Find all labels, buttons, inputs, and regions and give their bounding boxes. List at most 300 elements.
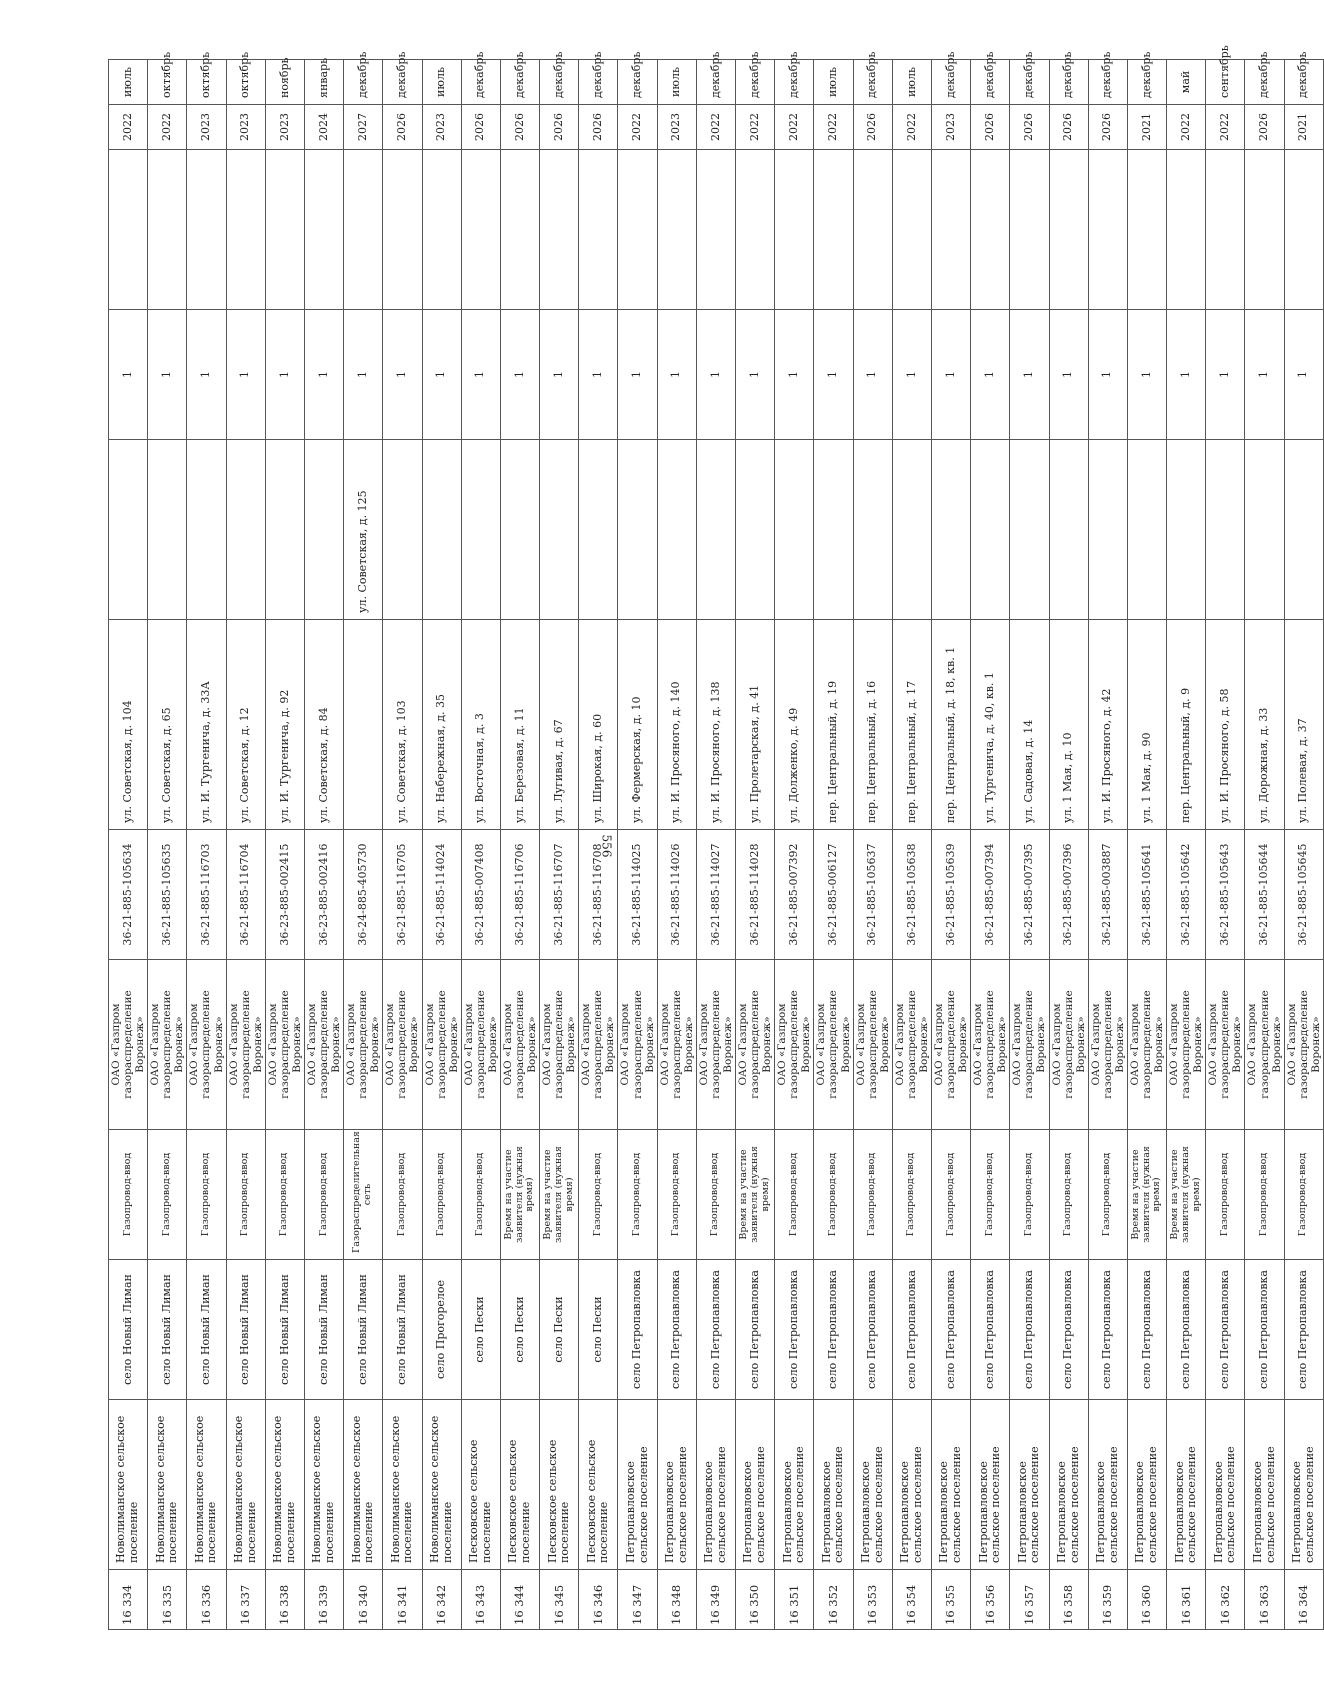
- settlement-cell: Новолиманское сельское поселение: [109, 1400, 148, 1570]
- address-cell: ул. Долженко, д. 49: [775, 620, 814, 830]
- settlement-cell: Петропавловское сельское поселение: [1010, 1400, 1049, 1570]
- object-code-cell: 36-24-885-405730: [344, 830, 383, 960]
- year-cell: 2026: [1088, 105, 1127, 150]
- month-cell: декабрь: [540, 60, 579, 105]
- quantity-cell: 1: [383, 310, 422, 440]
- table-row: [109, 60, 148, 1630]
- owner-cell: ОАО «Газпром газораспределение Воронеж»: [1245, 960, 1284, 1130]
- object-type-cell: Газопровод-ввод: [618, 1130, 657, 1260]
- locality-cell: село Петропавловка: [1127, 1260, 1166, 1400]
- table-row: [1284, 60, 1323, 1630]
- month-cell: октябрь: [187, 60, 226, 105]
- object-code-cell: 36-21-885-105643: [1206, 830, 1245, 960]
- month-cell: январь: [304, 60, 343, 105]
- locality-cell: село Новый Лиман: [383, 1260, 422, 1400]
- month-cell: декабрь: [383, 60, 422, 105]
- gas-connection-table: [108, 45, 1324, 1630]
- object-code-cell: 36-21-885-105642: [1167, 830, 1206, 960]
- locality-cell: село Пески: [461, 1260, 500, 1400]
- address-cell: ул. И. Просяного, д. 58: [1206, 620, 1245, 830]
- blank-cell: [304, 150, 343, 310]
- owner-cell: ОАО «Газпром газораспределение Воронеж»: [383, 960, 422, 1130]
- address-extra-cell: [853, 440, 892, 620]
- address-cell: ул. Полевая, д. 37: [1284, 620, 1323, 830]
- table-row: [540, 60, 579, 1630]
- settlement-cell: Новолиманское сельское поселение: [226, 1400, 265, 1570]
- owner-cell: ОАО «Газпром газораспределение Воронеж»: [892, 960, 931, 1130]
- address-extra-cell: [109, 440, 148, 620]
- blank-cell: [853, 150, 892, 310]
- owner-cell: ОАО «Газпром газораспределение Воронеж»: [579, 960, 618, 1130]
- address-extra-cell: [187, 440, 226, 620]
- address-extra-cell: [226, 440, 265, 620]
- locality-cell: село Петропавловка: [1167, 1260, 1206, 1400]
- month-cell: ноябрь: [265, 60, 304, 105]
- object-code-cell: 36-21-885-007396: [1049, 830, 1088, 960]
- blank-cell: [265, 150, 304, 310]
- address-extra-cell: [814, 440, 853, 620]
- address-cell: ул. Тургенича, д. 40, кв. 1: [971, 620, 1010, 830]
- month-cell: декабрь: [736, 60, 775, 105]
- year-cell: 2022: [618, 105, 657, 150]
- quantity-cell: 1: [500, 310, 539, 440]
- year-cell: 2021: [1127, 105, 1166, 150]
- month-cell: декабрь: [1088, 60, 1127, 105]
- row-number-cell: 16 343: [461, 1570, 500, 1630]
- address-extra-cell: [1206, 440, 1245, 620]
- quantity-cell: 1: [657, 310, 696, 440]
- year-cell: 2022: [892, 105, 931, 150]
- object-code-cell: 36-21-885-003887: [1088, 830, 1127, 960]
- blank-cell: [461, 150, 500, 310]
- month-cell: декабрь: [579, 60, 618, 105]
- locality-cell: село Новый Лиман: [109, 1260, 148, 1400]
- quantity-cell: 1: [1284, 310, 1323, 440]
- address-cell: ул. Восточная, д. 3: [461, 620, 500, 830]
- object-code-cell: 36-21-885-116703: [187, 830, 226, 960]
- address-cell: пер. Центральный, д. 19: [814, 620, 853, 830]
- address-extra-cell: [383, 440, 422, 620]
- quantity-cell: 1: [422, 310, 461, 440]
- address-extra-cell: [461, 440, 500, 620]
- owner-cell: ОАО «Газпром газораспределение Воронеж»: [814, 960, 853, 1130]
- object-code-cell: 36-21-885-105638: [892, 830, 931, 960]
- owner-cell: ОАО «Газпром газораспределение Воронеж»: [1167, 960, 1206, 1130]
- address-cell: [344, 620, 383, 830]
- quantity-cell: 1: [579, 310, 618, 440]
- row-number-cell: 16 350: [736, 1570, 775, 1630]
- address-cell: ул. Фермерская, д. 10: [618, 620, 657, 830]
- address-extra-cell: ул. Советская, д. 125: [344, 440, 383, 620]
- locality-cell: село Петропавловка: [775, 1260, 814, 1400]
- object-type-cell: Время на участие заявителя (нужная время): [540, 1130, 579, 1260]
- locality-cell: село Новый Лиман: [265, 1260, 304, 1400]
- object-type-cell: Газопровод-ввод: [226, 1130, 265, 1260]
- owner-cell: ОАО «Газпром газораспределение Воронеж»: [1206, 960, 1245, 1130]
- address-cell: ул. Березовая, д. 11: [500, 620, 539, 830]
- address-cell: ул. Советская, д. 103: [383, 620, 422, 830]
- address-cell: ул. Советская, д. 65: [148, 620, 187, 830]
- month-cell: июль: [422, 60, 461, 105]
- address-extra-cell: [304, 440, 343, 620]
- quantity-cell: 1: [892, 310, 931, 440]
- blank-cell: [1167, 150, 1206, 310]
- settlement-cell: Петропавловское сельское поселение: [814, 1400, 853, 1570]
- owner-cell: ОАО «Газпром газораспределение Воронеж»: [853, 960, 892, 1130]
- object-type-cell: Газопровод-ввод: [931, 1130, 970, 1260]
- table-row: [657, 60, 696, 1630]
- table-row: [265, 60, 304, 1630]
- address-cell: ул. Советская, д. 104: [109, 620, 148, 830]
- settlement-cell: Петропавловское сельское поселение: [853, 1400, 892, 1570]
- object-code-cell: 36-21-885-105634: [109, 830, 148, 960]
- object-type-cell: Газопровод-ввод: [422, 1130, 461, 1260]
- quantity-cell: 1: [775, 310, 814, 440]
- object-code-cell: 36-21-885-006127: [814, 830, 853, 960]
- month-cell: декабрь: [1127, 60, 1166, 105]
- row-number-cell: 16 362: [1206, 1570, 1245, 1630]
- owner-cell: ОАО «Газпром газораспределение Воронеж»: [696, 960, 735, 1130]
- settlement-cell: Новолиманское сельское поселение: [187, 1400, 226, 1570]
- quantity-cell: 1: [814, 310, 853, 440]
- year-cell: 2026: [461, 105, 500, 150]
- table-row: [1088, 60, 1127, 1630]
- quantity-cell: 1: [344, 310, 383, 440]
- quantity-cell: 1: [226, 310, 265, 440]
- address-extra-cell: [1127, 440, 1166, 620]
- year-cell: 2027: [344, 105, 383, 150]
- blank-cell: [148, 150, 187, 310]
- table-row: [736, 60, 775, 1630]
- locality-cell: село Петропавловка: [1245, 1260, 1284, 1400]
- address-cell: ул. И. Тургенича, д. 33А: [187, 620, 226, 830]
- owner-cell: ОАО «Газпром газораспределение Воронеж»: [1088, 960, 1127, 1130]
- owner-cell: ОАО «Газпром газораспределение Воронеж»: [1049, 960, 1088, 1130]
- address-extra-cell: [148, 440, 187, 620]
- settlement-cell: Петропавловское сельское поселение: [696, 1400, 735, 1570]
- table-row: [461, 60, 500, 1630]
- blank-cell: [814, 150, 853, 310]
- table-body: [109, 45, 1324, 1630]
- blank-cell: [1088, 150, 1127, 310]
- settlement-cell: Петропавловское сельское поселение: [657, 1400, 696, 1570]
- locality-cell: село Петропавловка: [1284, 1260, 1323, 1400]
- year-cell: 2026: [1010, 105, 1049, 150]
- table-row: [344, 60, 383, 1630]
- settlement-cell: Песковское сельское поселение: [579, 1400, 618, 1570]
- row-number-cell: 16 344: [500, 1570, 539, 1630]
- locality-cell: село Новый Лиман: [187, 1260, 226, 1400]
- row-number-cell: 16 357: [1010, 1570, 1049, 1630]
- settlement-cell: Петропавловское сельское поселение: [892, 1400, 931, 1570]
- object-type-cell: Газопровод-ввод: [148, 1130, 187, 1260]
- quantity-cell: 1: [1245, 310, 1284, 440]
- object-code-cell: 36-23-885-002415: [265, 830, 304, 960]
- year-cell: 2022: [109, 105, 148, 150]
- blank-cell: [892, 150, 931, 310]
- year-cell: 2026: [500, 105, 539, 150]
- address-extra-cell: [265, 440, 304, 620]
- table-row: [892, 60, 931, 1630]
- row-number-cell: 16 359: [1088, 1570, 1127, 1630]
- locality-cell: село Петропавловка: [618, 1260, 657, 1400]
- month-cell: декабрь: [1284, 60, 1323, 105]
- owner-cell: ОАО «Газпром газораспределение Воронеж»: [265, 960, 304, 1130]
- settlement-cell: Петропавловское сельское поселение: [1284, 1400, 1323, 1570]
- locality-cell: село Прогорелое: [422, 1260, 461, 1400]
- blank-cell: [1245, 150, 1284, 310]
- object-type-cell: Газопровод-ввод: [971, 1130, 1010, 1260]
- quantity-cell: 1: [1010, 310, 1049, 440]
- year-cell: 2022: [1206, 105, 1245, 150]
- blank-cell: [1206, 150, 1245, 310]
- object-code-cell: 36-21-885-114025: [618, 830, 657, 960]
- locality-cell: село Петропавловка: [1088, 1260, 1127, 1400]
- owner-cell: ОАО «Газпром газораспределение Воронеж»: [226, 960, 265, 1130]
- page-number-text: 556: [599, 834, 613, 858]
- month-cell: декабрь: [775, 60, 814, 105]
- month-cell: декабрь: [1010, 60, 1049, 105]
- object-code-cell: 36-21-885-116705: [383, 830, 422, 960]
- blank-cell: [579, 150, 618, 310]
- year-cell: 2022: [148, 105, 187, 150]
- month-cell: сентябрь: [1206, 60, 1245, 105]
- address-cell: пер. Центральный, д. 18, кв. 1: [931, 620, 970, 830]
- object-type-cell: Газопровод-ввод: [1088, 1130, 1127, 1260]
- year-cell: 2026: [540, 105, 579, 150]
- quantity-cell: 1: [109, 310, 148, 440]
- address-extra-cell: [540, 440, 579, 620]
- year-cell: 2026: [971, 105, 1010, 150]
- object-type-cell: Газопровод-ввод: [461, 1130, 500, 1260]
- object-type-cell: Газопровод-ввод: [775, 1130, 814, 1260]
- rotated-page-content: [108, 45, 1322, 1630]
- object-code-cell: 36-21-885-007392: [775, 830, 814, 960]
- object-type-cell: Газопровод-ввод: [1010, 1130, 1049, 1260]
- quantity-cell: 1: [853, 310, 892, 440]
- address-cell: ул. И. Тургенича, д. 92: [265, 620, 304, 830]
- settlement-cell: Петропавловское сельское поселение: [1167, 1400, 1206, 1570]
- month-cell: декабрь: [500, 60, 539, 105]
- owner-cell: ОАО «Газпром газораспределение Воронеж»: [1127, 960, 1166, 1130]
- address-extra-cell: [422, 440, 461, 620]
- settlement-cell: Петропавловское сельское поселение: [1206, 1400, 1245, 1570]
- address-cell: ул. Садовая, д. 14: [1010, 620, 1049, 830]
- locality-cell: село Новый Лиман: [344, 1260, 383, 1400]
- year-cell: 2024: [304, 105, 343, 150]
- month-cell: декабрь: [853, 60, 892, 105]
- year-cell: 2022: [775, 105, 814, 150]
- address-extra-cell: [1088, 440, 1127, 620]
- settlement-cell: Новолиманское сельское поселение: [265, 1400, 304, 1570]
- year-cell: 2026: [1245, 105, 1284, 150]
- object-type-cell: Газопровод-ввод: [1049, 1130, 1088, 1260]
- row-number-cell: 16 339: [304, 1570, 343, 1630]
- locality-cell: село Пески: [540, 1260, 579, 1400]
- settlement-cell: Петропавловское сельское поселение: [1088, 1400, 1127, 1570]
- quantity-cell: 1: [1127, 310, 1166, 440]
- address-cell: ул. Дорожная, д. 33: [1245, 620, 1284, 830]
- table-row: [1127, 60, 1166, 1630]
- quantity-cell: 1: [696, 310, 735, 440]
- owner-cell: ОАО «Газпром газораспределение Воронеж»: [304, 960, 343, 1130]
- address-extra-cell: [1010, 440, 1049, 620]
- address-extra-cell: [1049, 440, 1088, 620]
- object-type-cell: Газопровод-ввод: [657, 1130, 696, 1260]
- object-type-cell: Газопровод-ввод: [1206, 1130, 1245, 1260]
- table-row: [187, 60, 226, 1630]
- quantity-cell: 1: [1049, 310, 1088, 440]
- settlement-cell: Новолиманское сельское поселение: [304, 1400, 343, 1570]
- settlement-cell: Петропавловское сельское поселение: [618, 1400, 657, 1570]
- address-extra-cell: [892, 440, 931, 620]
- row-number-cell: 16 349: [696, 1570, 735, 1630]
- blank-cell: [109, 150, 148, 310]
- year-cell: 2026: [1049, 105, 1088, 150]
- table-row: [814, 60, 853, 1630]
- owner-cell: ОАО «Газпром газораспределение Воронеж»: [931, 960, 970, 1130]
- address-cell: ул. 1 Мая, д. 10: [1049, 620, 1088, 830]
- object-type-cell: Газопровод-ввод: [696, 1130, 735, 1260]
- settlement-cell: Песковское сельское поселение: [500, 1400, 539, 1570]
- settlement-cell: Песковское сельское поселение: [540, 1400, 579, 1570]
- owner-cell: ОАО «Газпром газораспределение Воронеж»: [540, 960, 579, 1130]
- quantity-cell: 1: [1206, 310, 1245, 440]
- blank-cell: [187, 150, 226, 310]
- table-row: [148, 60, 187, 1630]
- row-number-cell: 16 341: [383, 1570, 422, 1630]
- table-row: [853, 60, 892, 1630]
- object-code-cell: 36-21-885-114027: [696, 830, 735, 960]
- settlement-cell: Новолиманское сельское поселение: [344, 1400, 383, 1570]
- locality-cell: село Петропавловка: [1206, 1260, 1245, 1400]
- address-cell: ул. Широкая, д. 60: [579, 620, 618, 830]
- table-row: [1206, 60, 1245, 1630]
- month-cell: июль: [109, 60, 148, 105]
- table-row: [931, 60, 970, 1630]
- month-cell: октябрь: [148, 60, 187, 105]
- object-code-cell: 36-21-885-105635: [148, 830, 187, 960]
- object-type-cell: Газопровод-ввод: [1284, 1130, 1323, 1260]
- address-extra-cell: [1245, 440, 1284, 620]
- row-number-cell: 16 348: [657, 1570, 696, 1630]
- object-code-cell: 36-21-885-114024: [422, 830, 461, 960]
- locality-cell: село Петропавловка: [971, 1260, 1010, 1400]
- object-code-cell: 36-21-885-007408: [461, 830, 500, 960]
- address-cell: пер. Центральный, д. 16: [853, 620, 892, 830]
- year-cell: 2023: [187, 105, 226, 150]
- object-type-cell: Газопровод-ввод: [814, 1130, 853, 1260]
- locality-cell: село Петропавловка: [931, 1260, 970, 1400]
- table-row: [422, 60, 461, 1630]
- settlement-cell: Новолиманское сельское поселение: [422, 1400, 461, 1570]
- month-cell: июль: [892, 60, 931, 105]
- year-cell: 2022: [1167, 105, 1206, 150]
- blank-cell: [931, 150, 970, 310]
- owner-cell: ОАО «Газпром газораспределение Воронеж»: [775, 960, 814, 1130]
- month-cell: декабрь: [931, 60, 970, 105]
- object-type-cell: Время на участие заявителя (нужная время): [736, 1130, 775, 1260]
- month-cell: май: [1167, 60, 1206, 105]
- object-type-cell: Время на участие заявителя (нужная время): [1127, 1130, 1166, 1260]
- month-cell: июль: [814, 60, 853, 105]
- month-cell: декабрь: [1245, 60, 1284, 105]
- row-number-cell: 16 342: [422, 1570, 461, 1630]
- table-row: [618, 60, 657, 1630]
- settlement-cell: Новолиманское сельское поселение: [383, 1400, 422, 1570]
- address-cell: ул. Лугивая, д. 67: [540, 620, 579, 830]
- year-cell: 2026: [853, 105, 892, 150]
- month-cell: декабрь: [971, 60, 1010, 105]
- locality-cell: село Новый Лиман: [226, 1260, 265, 1400]
- quantity-cell: 1: [148, 310, 187, 440]
- object-code-cell: 36-21-885-105644: [1245, 830, 1284, 960]
- locality-cell: село Петропавловка: [814, 1260, 853, 1400]
- address-cell: ул. И. Просяного, д. 42: [1088, 620, 1127, 830]
- table-row: [1167, 60, 1206, 1630]
- address-extra-cell: [736, 440, 775, 620]
- owner-cell: ОАО «Газпром газораспределение Воронеж»: [971, 960, 1010, 1130]
- owner-cell: ОАО «Газпром газораспределение Воронеж»: [422, 960, 461, 1130]
- address-extra-cell: [696, 440, 735, 620]
- locality-cell: село Петропавловка: [657, 1260, 696, 1400]
- object-code-cell: 36-21-885-007395: [1010, 830, 1049, 960]
- address-extra-cell: [1167, 440, 1206, 620]
- owner-cell: ОАО «Газпром газораспределение Воронеж»: [1284, 960, 1323, 1130]
- locality-cell: село Новый Лиман: [304, 1260, 343, 1400]
- object-code-cell: 36-21-885-116706: [500, 830, 539, 960]
- blank-cell: [1284, 150, 1323, 310]
- settlement-cell: Петропавловское сельское поселение: [1049, 1400, 1088, 1570]
- address-cell: ул. Набережная, д. 35: [422, 620, 461, 830]
- blank-cell: [226, 150, 265, 310]
- quantity-cell: 1: [304, 310, 343, 440]
- address-extra-cell: [1284, 440, 1323, 620]
- year-cell: 2023: [931, 105, 970, 150]
- locality-cell: село Петропавловка: [696, 1260, 735, 1400]
- address-cell: пер. Центральный, д. 17: [892, 620, 931, 830]
- quantity-cell: 1: [265, 310, 304, 440]
- table-row: [304, 60, 343, 1630]
- year-cell: 2023: [422, 105, 461, 150]
- object-code-cell: 36-21-885-116707: [540, 830, 579, 960]
- address-extra-cell: [971, 440, 1010, 620]
- locality-cell: село Новый Лиман: [148, 1260, 187, 1400]
- address-extra-cell: [931, 440, 970, 620]
- owner-cell: ОАО «Газпром газораспределение Воронеж»: [736, 960, 775, 1130]
- year-cell: 2026: [579, 105, 618, 150]
- row-number-cell: 16 336: [187, 1570, 226, 1630]
- row-number-cell: 16 363: [1245, 1570, 1284, 1630]
- table-row: [579, 60, 618, 1630]
- row-number-cell: 16 345: [540, 1570, 579, 1630]
- address-extra-cell: [500, 440, 539, 620]
- blank-cell: [540, 150, 579, 310]
- quantity-cell: 1: [187, 310, 226, 440]
- table-row: [775, 60, 814, 1630]
- month-cell: июль: [657, 60, 696, 105]
- object-type-cell: Время на участие заявителя (нужная время): [1167, 1130, 1206, 1260]
- row-number-cell: 16 354: [892, 1570, 931, 1630]
- blank-cell: [971, 150, 1010, 310]
- address-cell: ул. Пролетарская, д. 41: [736, 620, 775, 830]
- row-number-cell: 16 360: [1127, 1570, 1166, 1630]
- object-code-cell: 36-21-885-116704: [226, 830, 265, 960]
- object-type-cell: Газораспределительная сеть: [344, 1130, 383, 1260]
- blank-cell: [736, 150, 775, 310]
- settlement-cell: Петропавловское сельское поселение: [775, 1400, 814, 1570]
- row-number-cell: 16 355: [931, 1570, 970, 1630]
